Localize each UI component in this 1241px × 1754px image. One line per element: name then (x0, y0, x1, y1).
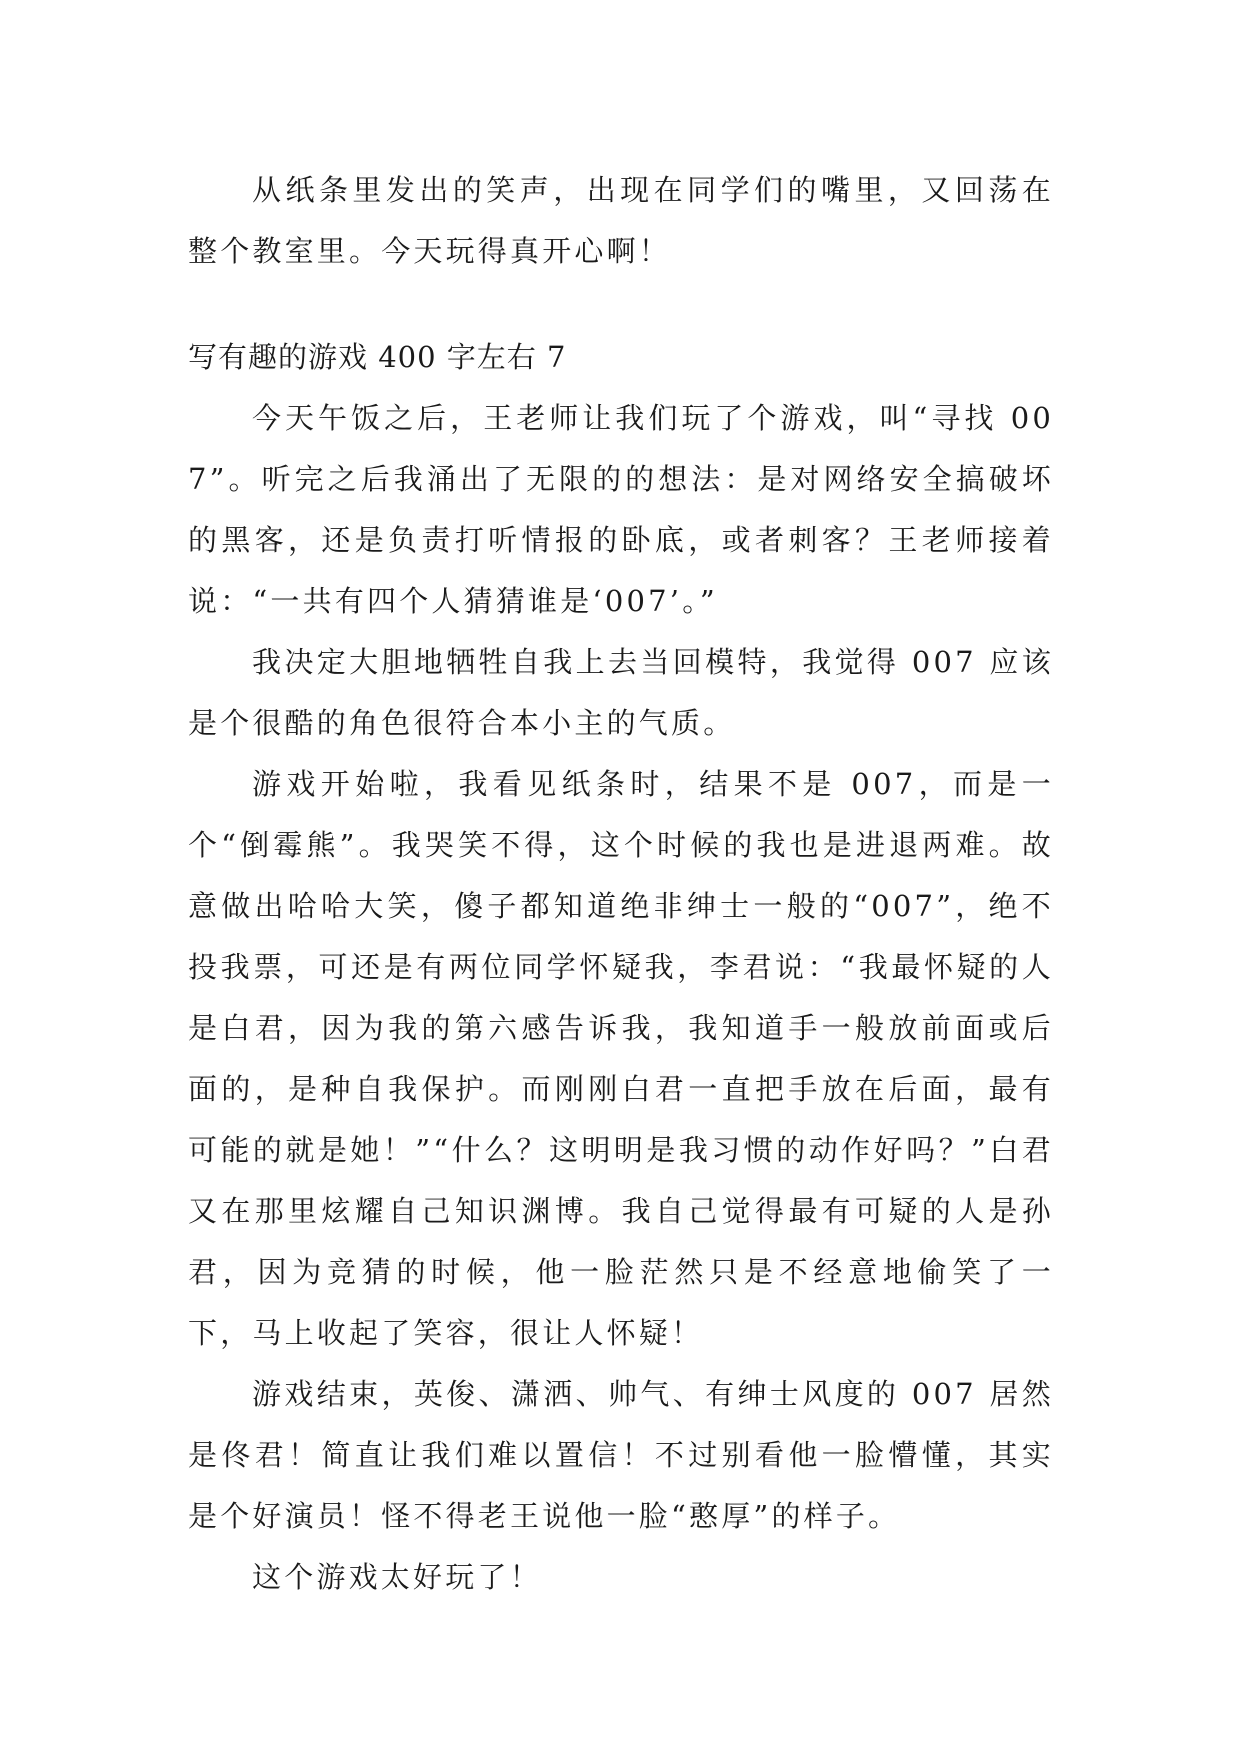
paragraph-game-intro: 今天午饭之后，王老师让我们玩了个游戏，叫“寻找 007”。听完之后我涌出了无限的的想法：是对网络安全搞破坏的黑客，还是负责打听情报的卧底，或者刺客？王老师接着说：“一共有四个人猜猜谁是‘007’。” (188, 401, 1054, 618)
paragraph-intro-ending: 从纸条里发出的笑声，出现在同学们的嘴里，又回荡在整个教室里。今天玩得真开心啊！ (188, 173, 1054, 268)
section-spacer (188, 282, 1054, 327)
essay-heading: 写有趣的游戏 400 字左右 7 (188, 340, 567, 374)
document-body (188, 160, 1054, 1608)
paragraph-game-result: 游戏结束，英俊、潇洒、帅气、有绅士风度的 007 居然是佟君！简直让我们难以置信！不过别看他一脸懵懂，其实是个好演员！怪不得老王说他一脸“憨厚”的样子。 (188, 1377, 1054, 1533)
paragraph-volunteer: 我决定大胆地牺牲自我上去当回模特，我觉得 007 应该是个很酷的角色很符合本小主的气质。 (188, 645, 1054, 740)
paragraph-game-play: 游戏开始啦，我看见纸条时，结果不是 007，而是一个“倒霉熊”。我哭笑不得，这个时候的我也是进退两难。故意做出哈哈大笑，傻子都知道绝非绅士一般的“007”，绝不投我票，可还是有两位同学怀疑我，李君说：“我最怀疑的人是白君，因为我的第六感告诉我，我知道手一般放前面或后面的，是种自我保护。而刚刚白君一直把手放在后面，最有可能的就是她！”“什么？这明明是我习惯的动作好吗？”白君又在那里炫耀自己知识渊博。我自己觉得最有可疑的人是孙君，因为竞猜的时候，他一脸茫然只是不经意地偷笑了一下，马上收起了笑容，很让人怀疑！ (188, 767, 1054, 1350)
paragraph-conclusion: 这个游戏太好玩了！ (252, 1560, 542, 1594)
